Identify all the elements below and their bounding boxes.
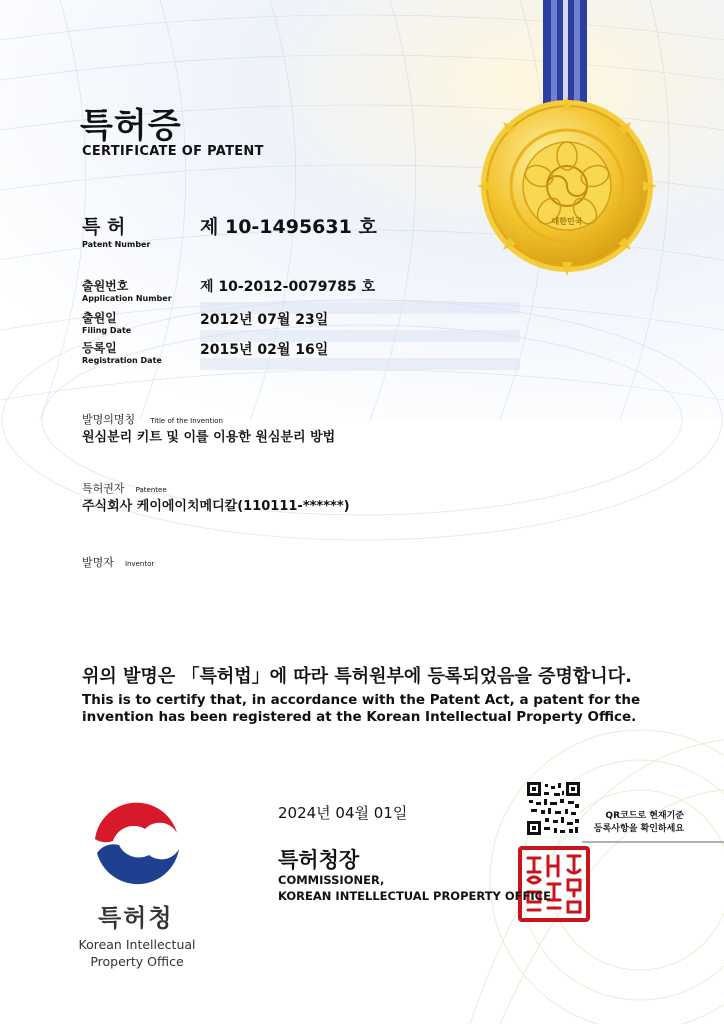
filing-label-ko: 출원일 — [82, 311, 117, 325]
application-label-ko: 출원번호 — [82, 279, 129, 293]
medal-text: 대한민국 — [551, 217, 583, 226]
patentee-label — [82, 477, 167, 496]
issue-date: 2024년 04월 01일 — [278, 804, 408, 822]
application-number: 제 10-2012-0079785 호 — [200, 279, 376, 295]
invention-label — [82, 408, 223, 427]
commissioner-title-en-line2: KOREAN INTELLECTUAL PROPERTY OFFICE — [278, 889, 551, 903]
qr-code — [527, 782, 580, 835]
certificate-title-ko: 특허증 — [80, 106, 182, 146]
qr-note — [586, 810, 684, 836]
office-name-ko: 특허청 — [98, 904, 174, 932]
qr-note-line2: 등록사항을 확인하세요 — [593, 824, 684, 834]
registration-label-ko: 등록일 — [82, 341, 117, 355]
registration-label-en: Registration Date — [82, 356, 162, 365]
invention-title: 원심분리 키트 및 이를 이용한 원심분리 방법 — [82, 430, 336, 445]
patent-number: 제 10-1495631 호 — [200, 216, 377, 238]
declaration-en: This is to certify that, in accordance with the Patent Act, a patent for the invention has been registered at the Korean Intellectual Property Office. — [82, 692, 641, 725]
commissioner-title-en-line1: COMMISSIONER, — [278, 873, 385, 887]
patentee-label-en: Patentee — [135, 486, 167, 494]
patent-label-en: Patent Number — [82, 240, 151, 249]
filing-date: 2012년 07월 23일 — [200, 312, 329, 328]
patentee-label-ko: 특허권자 — [82, 482, 125, 495]
invention-label-en: Title of the Invention — [150, 417, 223, 425]
patentee-name: 주식회사 케이에이치메디칼(110111-******) — [82, 499, 350, 514]
filing-label-en: Filing Date — [82, 326, 132, 335]
kipo-logo — [95, 803, 179, 885]
commissioner-title-ko: 특허청장 — [278, 848, 360, 872]
inventor-label-ko: 발명자 — [82, 556, 114, 569]
certificate-title-en: CERTIFICATE OF PATENT — [82, 144, 264, 159]
inventor-label-en: Inventor — [124, 560, 155, 568]
office-name-en-line2: Property Office — [90, 954, 184, 969]
declaration-ko: 위의 발명은 「특허법」에 따라 특허원부에 등록되었음을 증명합니다. — [82, 666, 632, 687]
qr-note-line1: QR코드로 현재기준 — [605, 811, 684, 821]
commissioner-title-en — [278, 872, 551, 904]
invention-label-ko: 발명의명칭 — [82, 413, 136, 426]
application-label-en: Application Number — [82, 294, 172, 303]
office-name-en-line1: Korean Intellectual — [78, 937, 196, 952]
registration-date: 2015년 02월 16일 — [200, 342, 329, 358]
office-name-en — [72, 936, 202, 970]
patent-label-ko: 특 허 — [82, 216, 126, 238]
inventor-label — [82, 551, 154, 570]
